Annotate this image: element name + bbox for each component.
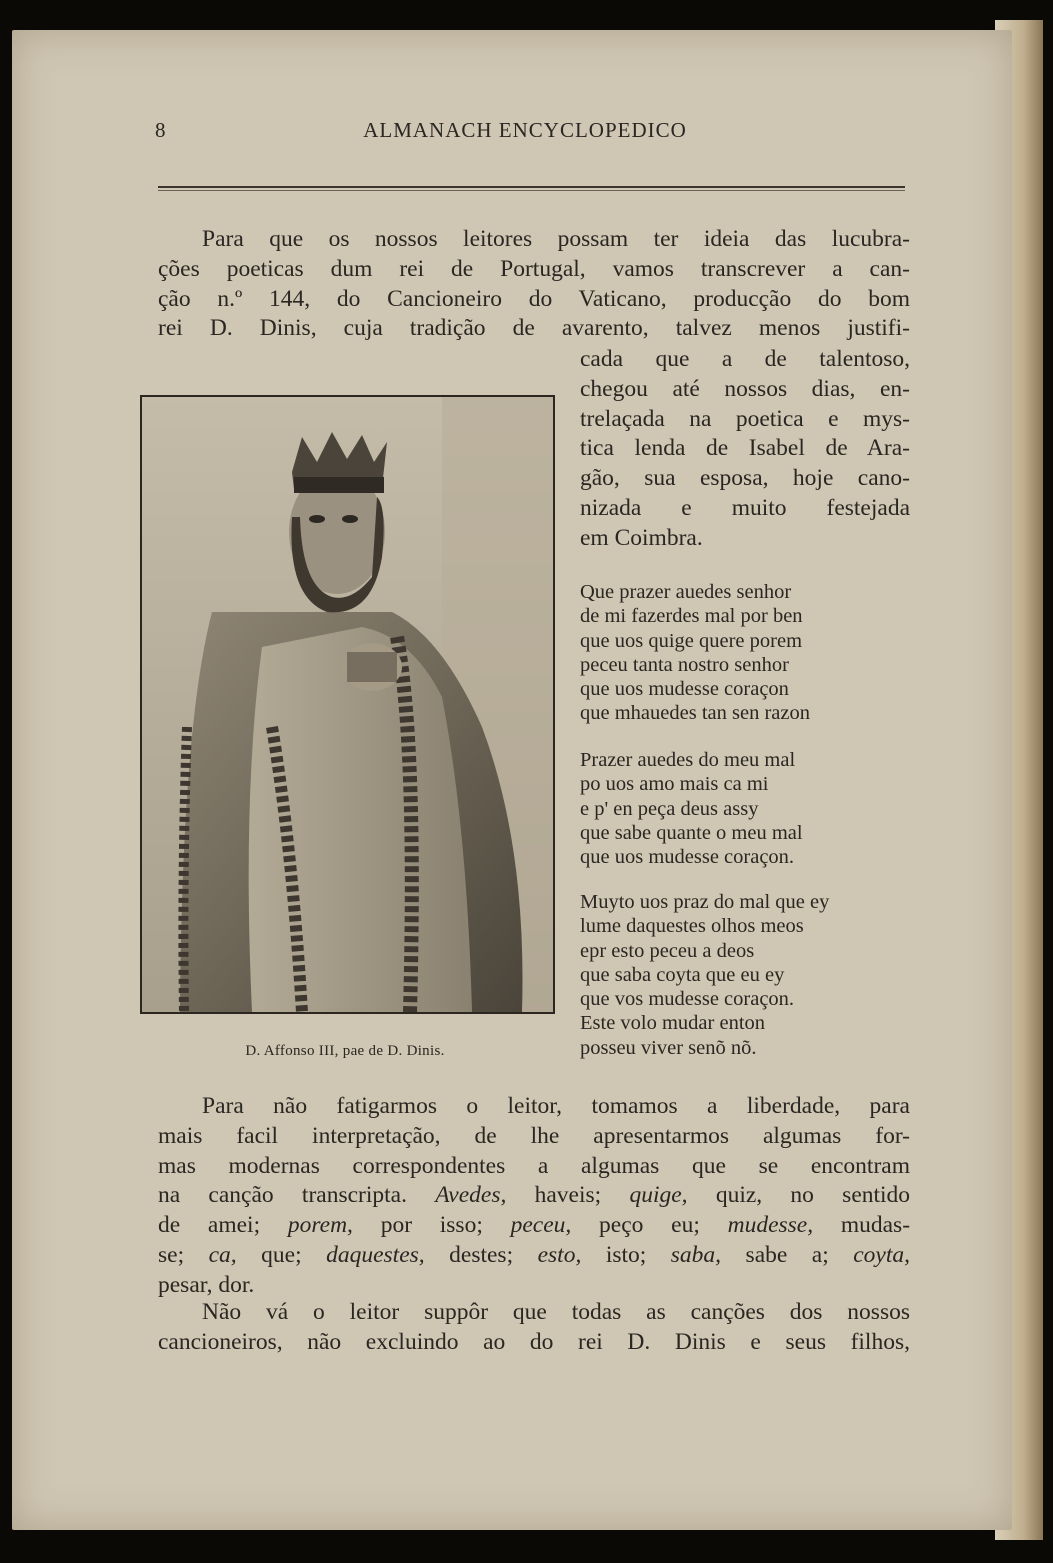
poem-stanza-3 bbox=[580, 890, 915, 1060]
text-line: tica lenda de Isabel de Ara- bbox=[580, 435, 910, 462]
text-line: ção n.º 144, do Cancioneiro do Vaticano, producção do bom bbox=[158, 285, 910, 312]
page-number: 8 bbox=[155, 118, 166, 142]
header-rule bbox=[158, 186, 905, 188]
verse-line: que uos quige quere porem bbox=[580, 629, 803, 652]
verse-line: que saba coyta que eu ey bbox=[580, 963, 785, 986]
text-line: Para que os nossos leitores possam ter ideia das lucubra- bbox=[202, 226, 910, 252]
text-line: na canção transcripta. Avedes, haveis; quige, quiz, no sentido bbox=[158, 1182, 911, 1209]
intro-paragraph-continued bbox=[580, 345, 910, 554]
text-line: mais facil interpretação, de lhe apresentarmos algumas for- bbox=[158, 1122, 910, 1149]
text-line: mas modernas correspondentes a algumas que se encontram bbox=[158, 1152, 910, 1179]
archaic-word: saba, bbox=[670, 1241, 722, 1268]
text-line: ções poeticas dum rei de Portugal, vamos transcrever a can- bbox=[158, 255, 910, 282]
archaic-word: mudesse, bbox=[727, 1212, 814, 1239]
text-line: chegou até nossos dias, en- bbox=[580, 375, 910, 402]
figure-caption: D. Affonso III, pae de D. Dinis. bbox=[245, 1043, 445, 1059]
verse-line: que uos mudesse coraçon. bbox=[580, 846, 795, 869]
verse-line: que sabe quante o meu mal bbox=[580, 821, 803, 844]
verse-line: e p' en peça deus assy bbox=[580, 797, 759, 820]
verse-line: epr esto peceu a deos bbox=[580, 939, 755, 962]
archaic-word: esto, bbox=[537, 1241, 582, 1268]
header-rule-thin bbox=[158, 190, 905, 191]
archaic-word: coyta, bbox=[853, 1241, 910, 1268]
archaic-word: porem, bbox=[287, 1212, 353, 1239]
verse-line: peceu tanta nostro senhor bbox=[580, 653, 789, 676]
running-title: ALMANACH ENCYCLOPEDICO bbox=[363, 118, 687, 142]
text-line: gão, sua esposa, hoje cano- bbox=[580, 465, 910, 492]
archaic-word: ca, bbox=[208, 1241, 237, 1268]
verse-line: que uos mudesse coraçon bbox=[580, 678, 789, 701]
text-line: de amei; porem, por isso; peceu, peço eu; mudesse, mudas- bbox=[158, 1212, 911, 1239]
intro-paragraph bbox=[158, 225, 910, 344]
text-line: se; ca, que; daquestes, destes; esto, isto; saba, sabe a; coyta, bbox=[158, 1241, 910, 1268]
verse-line: Muyto uos praz do mal que ey bbox=[580, 891, 830, 913]
verse-line: Prazer auedes do meu mal bbox=[580, 749, 796, 771]
text-line: nizada e muito festejada bbox=[580, 494, 910, 521]
archaic-word: peceu, bbox=[510, 1212, 572, 1239]
glossary-paragraph bbox=[158, 1092, 910, 1301]
text-line: cada que a de talentoso, bbox=[580, 346, 910, 372]
archaic-word: Avedes, bbox=[435, 1182, 507, 1209]
archaic-word: daquestes, bbox=[326, 1241, 425, 1268]
portrait-illustration bbox=[140, 395, 555, 1014]
text-line: Para não fatigarmos o leitor, tomamos a liberdade, para bbox=[202, 1093, 910, 1119]
verse-line: lume daquestes olhos meos bbox=[580, 915, 804, 938]
archaic-word: quige, bbox=[629, 1182, 688, 1209]
verse-line: de mi fazerdes mal por ben bbox=[580, 605, 803, 628]
running-header bbox=[140, 118, 910, 158]
verse-line: que vos mudesse coraçon. bbox=[580, 988, 795, 1011]
poem-stanza-1 bbox=[580, 580, 910, 726]
text-line: rei D. Dinis, cuja tradição de avarento, talvez menos justifi- bbox=[158, 315, 910, 342]
verse-line: po uos amo mais ca mi bbox=[580, 773, 769, 796]
text-line: pesar, dor. bbox=[158, 1271, 255, 1298]
verse-line: posseu viver senõ nõ. bbox=[580, 1036, 757, 1059]
closing-paragraph bbox=[158, 1298, 910, 1358]
king-portrait-image bbox=[142, 397, 553, 1012]
verse-line: Que prazer auedes senhor bbox=[580, 581, 792, 603]
poem-stanza-2 bbox=[580, 748, 910, 869]
text-line: trelaçada na poetica e mys- bbox=[580, 405, 910, 432]
text-line: Não vá o leitor suppôr que todas as canções dos nossos bbox=[202, 1299, 910, 1325]
verse-line: que mhauedes tan sen razon bbox=[580, 702, 810, 725]
text-line: em Coimbra. bbox=[580, 524, 703, 551]
text-line: cancioneiros, não excluindo ao do rei D. Dinis e seus filhos, bbox=[158, 1328, 910, 1355]
verse-line: Este volo mudar enton bbox=[580, 1012, 766, 1035]
